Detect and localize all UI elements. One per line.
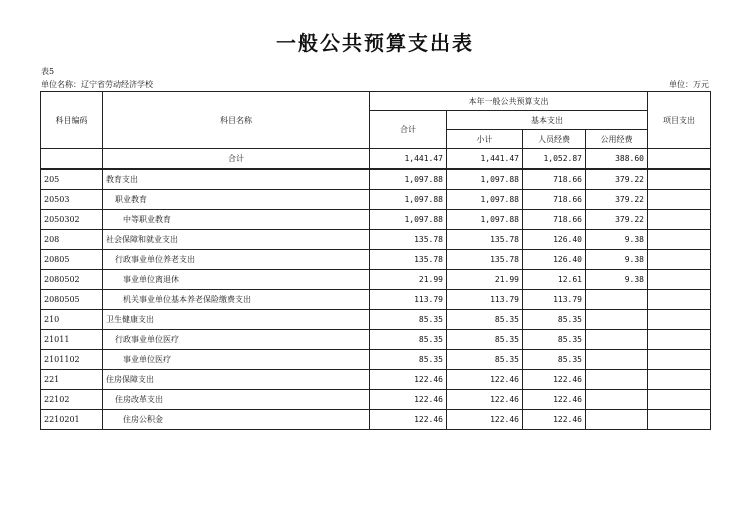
header-project: 项目支出 (648, 92, 711, 149)
table-number: 表5 (41, 67, 55, 76)
row-name: 事业单位离退休 (103, 270, 370, 290)
row-subtotal: 122.46 (447, 390, 523, 410)
row-personnel: 122.46 (523, 410, 586, 430)
row-name: 社会保障和就业支出 (103, 230, 370, 250)
row-name: 机关事业单位基本养老保险缴费支出 (103, 290, 370, 310)
row-name: 职业教育 (103, 190, 370, 210)
row-project (648, 310, 711, 330)
table-row (41, 310, 711, 330)
table-row (41, 370, 711, 390)
row-code: 20503 (41, 190, 103, 210)
row-project (648, 270, 711, 290)
row-project (648, 190, 711, 210)
row-subtotal: 113.79 (447, 290, 523, 310)
row-personnel: 113.79 (523, 290, 586, 310)
total-row (41, 149, 711, 170)
total-project (648, 149, 711, 170)
row-name: 住房保障支出 (103, 370, 370, 390)
row-code: 2050302 (41, 210, 103, 230)
row-personnel: 85.35 (523, 310, 586, 330)
row-public (586, 310, 648, 330)
row-name: 中等职业教育 (103, 210, 370, 230)
table-row (41, 210, 711, 230)
row-personnel: 126.40 (523, 230, 586, 250)
row-code: 205 (41, 169, 103, 190)
row-project (648, 350, 711, 370)
row-name: 行政事业单位医疗 (103, 330, 370, 350)
row-public (586, 290, 648, 310)
row-total: 85.35 (370, 310, 447, 330)
row-subtotal: 85.35 (447, 310, 523, 330)
row-code: 22102 (41, 390, 103, 410)
page-title: 一般公共预算支出表 (276, 31, 474, 55)
row-personnel: 12.61 (523, 270, 586, 290)
row-public (586, 370, 648, 390)
total-personnel: 1,052.87 (523, 149, 586, 170)
table-row (41, 190, 711, 210)
table-row (41, 350, 711, 370)
row-personnel: 122.46 (523, 370, 586, 390)
row-total: 122.46 (370, 390, 447, 410)
row-code: 2101102 (41, 350, 103, 370)
row-code: 208 (41, 230, 103, 250)
total-code (41, 149, 103, 170)
row-public: 379.22 (586, 210, 648, 230)
row-project (648, 370, 711, 390)
row-personnel: 718.66 (523, 190, 586, 210)
row-name: 住房改革支出 (103, 390, 370, 410)
row-personnel: 126.40 (523, 250, 586, 270)
row-name: 教育支出 (103, 169, 370, 190)
row-public: 9.38 (586, 230, 648, 250)
row-subtotal: 1,097.88 (447, 169, 523, 190)
row-subtotal: 21.99 (447, 270, 523, 290)
header-code: 科目编码 (41, 92, 103, 149)
row-project (648, 250, 711, 270)
row-public: 9.38 (586, 250, 648, 270)
row-code: 221 (41, 370, 103, 390)
row-code: 20805 (41, 250, 103, 270)
row-project (648, 169, 711, 190)
row-code: 2080502 (41, 270, 103, 290)
header-public: 公用经费 (586, 130, 648, 149)
row-project (648, 410, 711, 430)
unit-name: 单位名称：辽宁省劳动经济学校 (41, 80, 153, 89)
row-personnel: 85.35 (523, 330, 586, 350)
table-row (41, 230, 711, 250)
row-code: 21011 (41, 330, 103, 350)
table-row (41, 270, 711, 290)
row-subtotal: 85.35 (447, 350, 523, 370)
table-row (41, 290, 711, 310)
total-public: 388.60 (586, 149, 648, 170)
header-subtotal: 小计 (447, 130, 523, 149)
total-total: 1,441.47 (370, 149, 447, 170)
row-code: 2210201 (41, 410, 103, 430)
total-subtotal: 1,441.47 (447, 149, 523, 170)
row-public (586, 350, 648, 370)
unit-label: 单位：万元 (669, 80, 709, 89)
row-project (648, 210, 711, 230)
row-subtotal: 1,097.88 (447, 190, 523, 210)
row-personnel: 122.46 (523, 390, 586, 410)
header-total: 合计 (370, 111, 447, 149)
row-code: 2080505 (41, 290, 103, 310)
row-name: 行政事业单位养老支出 (103, 250, 370, 270)
row-public (586, 410, 648, 430)
row-public (586, 390, 648, 410)
row-public (586, 330, 648, 350)
row-project (648, 390, 711, 410)
header-name: 科目名称 (103, 92, 370, 149)
table-row (41, 169, 711, 190)
row-total: 1,097.88 (370, 190, 447, 210)
row-project (648, 330, 711, 350)
table-row (41, 250, 711, 270)
row-project (648, 290, 711, 310)
row-personnel: 85.35 (523, 350, 586, 370)
row-subtotal: 122.46 (447, 410, 523, 430)
row-total: 122.46 (370, 410, 447, 430)
row-total: 85.35 (370, 330, 447, 350)
table-row (41, 330, 711, 350)
row-name: 卫生健康支出 (103, 310, 370, 330)
row-personnel: 718.66 (523, 210, 586, 230)
header-basic: 基本支出 (447, 111, 648, 130)
row-code: 210 (41, 310, 103, 330)
row-subtotal: 85.35 (447, 330, 523, 350)
total-label: 合计 (103, 149, 370, 170)
header-current-year: 本年一般公共预算支出 (370, 92, 648, 111)
row-project (648, 230, 711, 250)
row-public: 379.22 (586, 190, 648, 210)
table-row (41, 410, 711, 430)
row-total: 1,097.88 (370, 210, 447, 230)
row-total: 85.35 (370, 350, 447, 370)
row-total: 113.79 (370, 290, 447, 310)
budget-table (40, 91, 711, 430)
row-subtotal: 1,097.88 (447, 210, 523, 230)
row-subtotal: 135.78 (447, 250, 523, 270)
row-total: 21.99 (370, 270, 447, 290)
row-personnel: 718.66 (523, 169, 586, 190)
row-total: 135.78 (370, 250, 447, 270)
row-name: 住房公积金 (103, 410, 370, 430)
header-personnel: 人员经费 (523, 130, 586, 149)
row-subtotal: 122.46 (447, 370, 523, 390)
row-name: 事业单位医疗 (103, 350, 370, 370)
row-subtotal: 135.78 (447, 230, 523, 250)
row-total: 135.78 (370, 230, 447, 250)
row-total: 1,097.88 (370, 169, 447, 190)
table-row (41, 390, 711, 410)
row-total: 122.46 (370, 370, 447, 390)
row-public: 9.38 (586, 270, 648, 290)
row-public: 379.22 (586, 169, 648, 190)
